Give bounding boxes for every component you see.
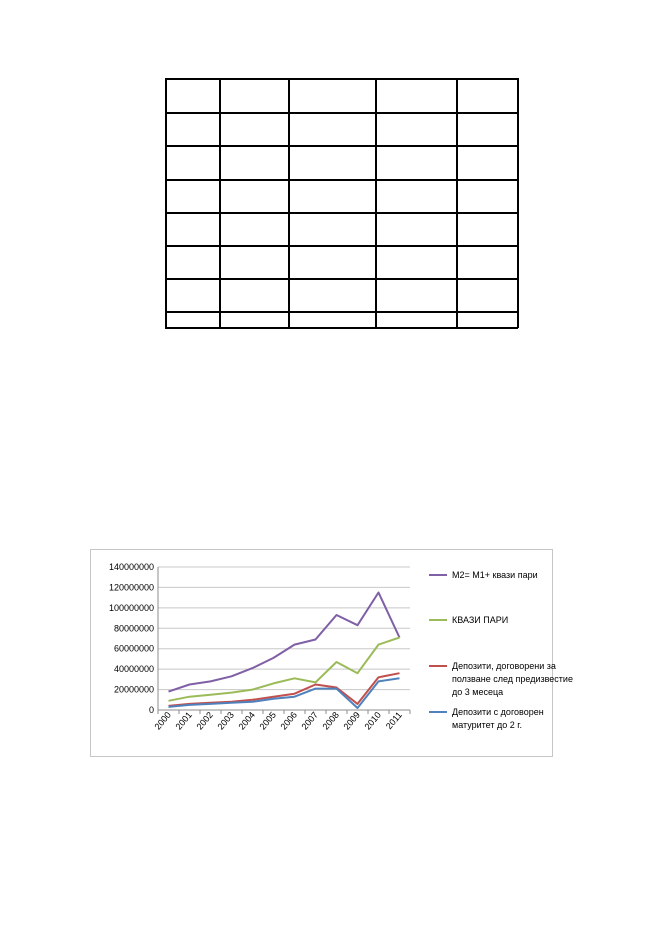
x-tick-label: 2008 xyxy=(320,709,342,732)
legend-label: до 3 месеца xyxy=(452,687,504,697)
line-chart xyxy=(90,549,573,757)
table-hline xyxy=(165,212,518,214)
x-tick-label: 2009 xyxy=(341,709,363,732)
x-tick-label: 2002 xyxy=(194,709,216,732)
table-vline xyxy=(165,78,167,328)
y-tick-label: 120000000 xyxy=(108,582,154,593)
x-tick-label: 2010 xyxy=(362,709,384,732)
x-tick-label: 2001 xyxy=(173,709,195,732)
table-hline xyxy=(165,245,518,247)
x-tick-label: 2000 xyxy=(152,709,174,732)
table-hline xyxy=(165,327,518,329)
table-vline xyxy=(517,78,519,328)
table-vline xyxy=(456,78,458,328)
y-tick-label: 60000000 xyxy=(113,643,154,654)
legend-label: M2= M1+ квази пари xyxy=(452,570,538,580)
table-hline xyxy=(165,112,518,114)
table-hline xyxy=(165,278,518,280)
legend-label: Депозити с договорен xyxy=(452,707,544,717)
y-tick-label: 100000000 xyxy=(108,602,154,613)
y-tick-label: 140000000 xyxy=(108,562,154,572)
chart-canvas xyxy=(91,550,573,758)
table-hline xyxy=(165,145,518,147)
y-tick-label: 80000000 xyxy=(113,623,154,634)
y-tick-label: 0 xyxy=(148,705,154,715)
x-tick-label: 2005 xyxy=(257,709,279,732)
x-tick-label: 2003 xyxy=(215,709,237,732)
x-tick-label: 2004 xyxy=(236,709,258,732)
table-vline xyxy=(375,78,377,328)
legend-label: матуритет до 2 г. xyxy=(452,720,522,730)
table-hline xyxy=(165,179,518,181)
legend-label: Депозити, договорени за xyxy=(452,661,556,671)
table-hline xyxy=(165,78,518,80)
table-vline xyxy=(288,78,290,328)
legend-label: ползване след предизвестие xyxy=(452,674,573,684)
y-tick-label: 40000000 xyxy=(113,664,154,675)
x-tick-label: 2011 xyxy=(383,709,405,732)
y-tick-label: 20000000 xyxy=(113,684,154,695)
empty-grid-table xyxy=(165,78,518,328)
legend-label: КВАЗИ ПАРИ xyxy=(452,615,509,625)
table-hline xyxy=(165,311,518,313)
table-vline xyxy=(219,78,221,328)
x-tick-label: 2006 xyxy=(278,709,300,732)
x-tick-label: 2007 xyxy=(299,709,321,732)
